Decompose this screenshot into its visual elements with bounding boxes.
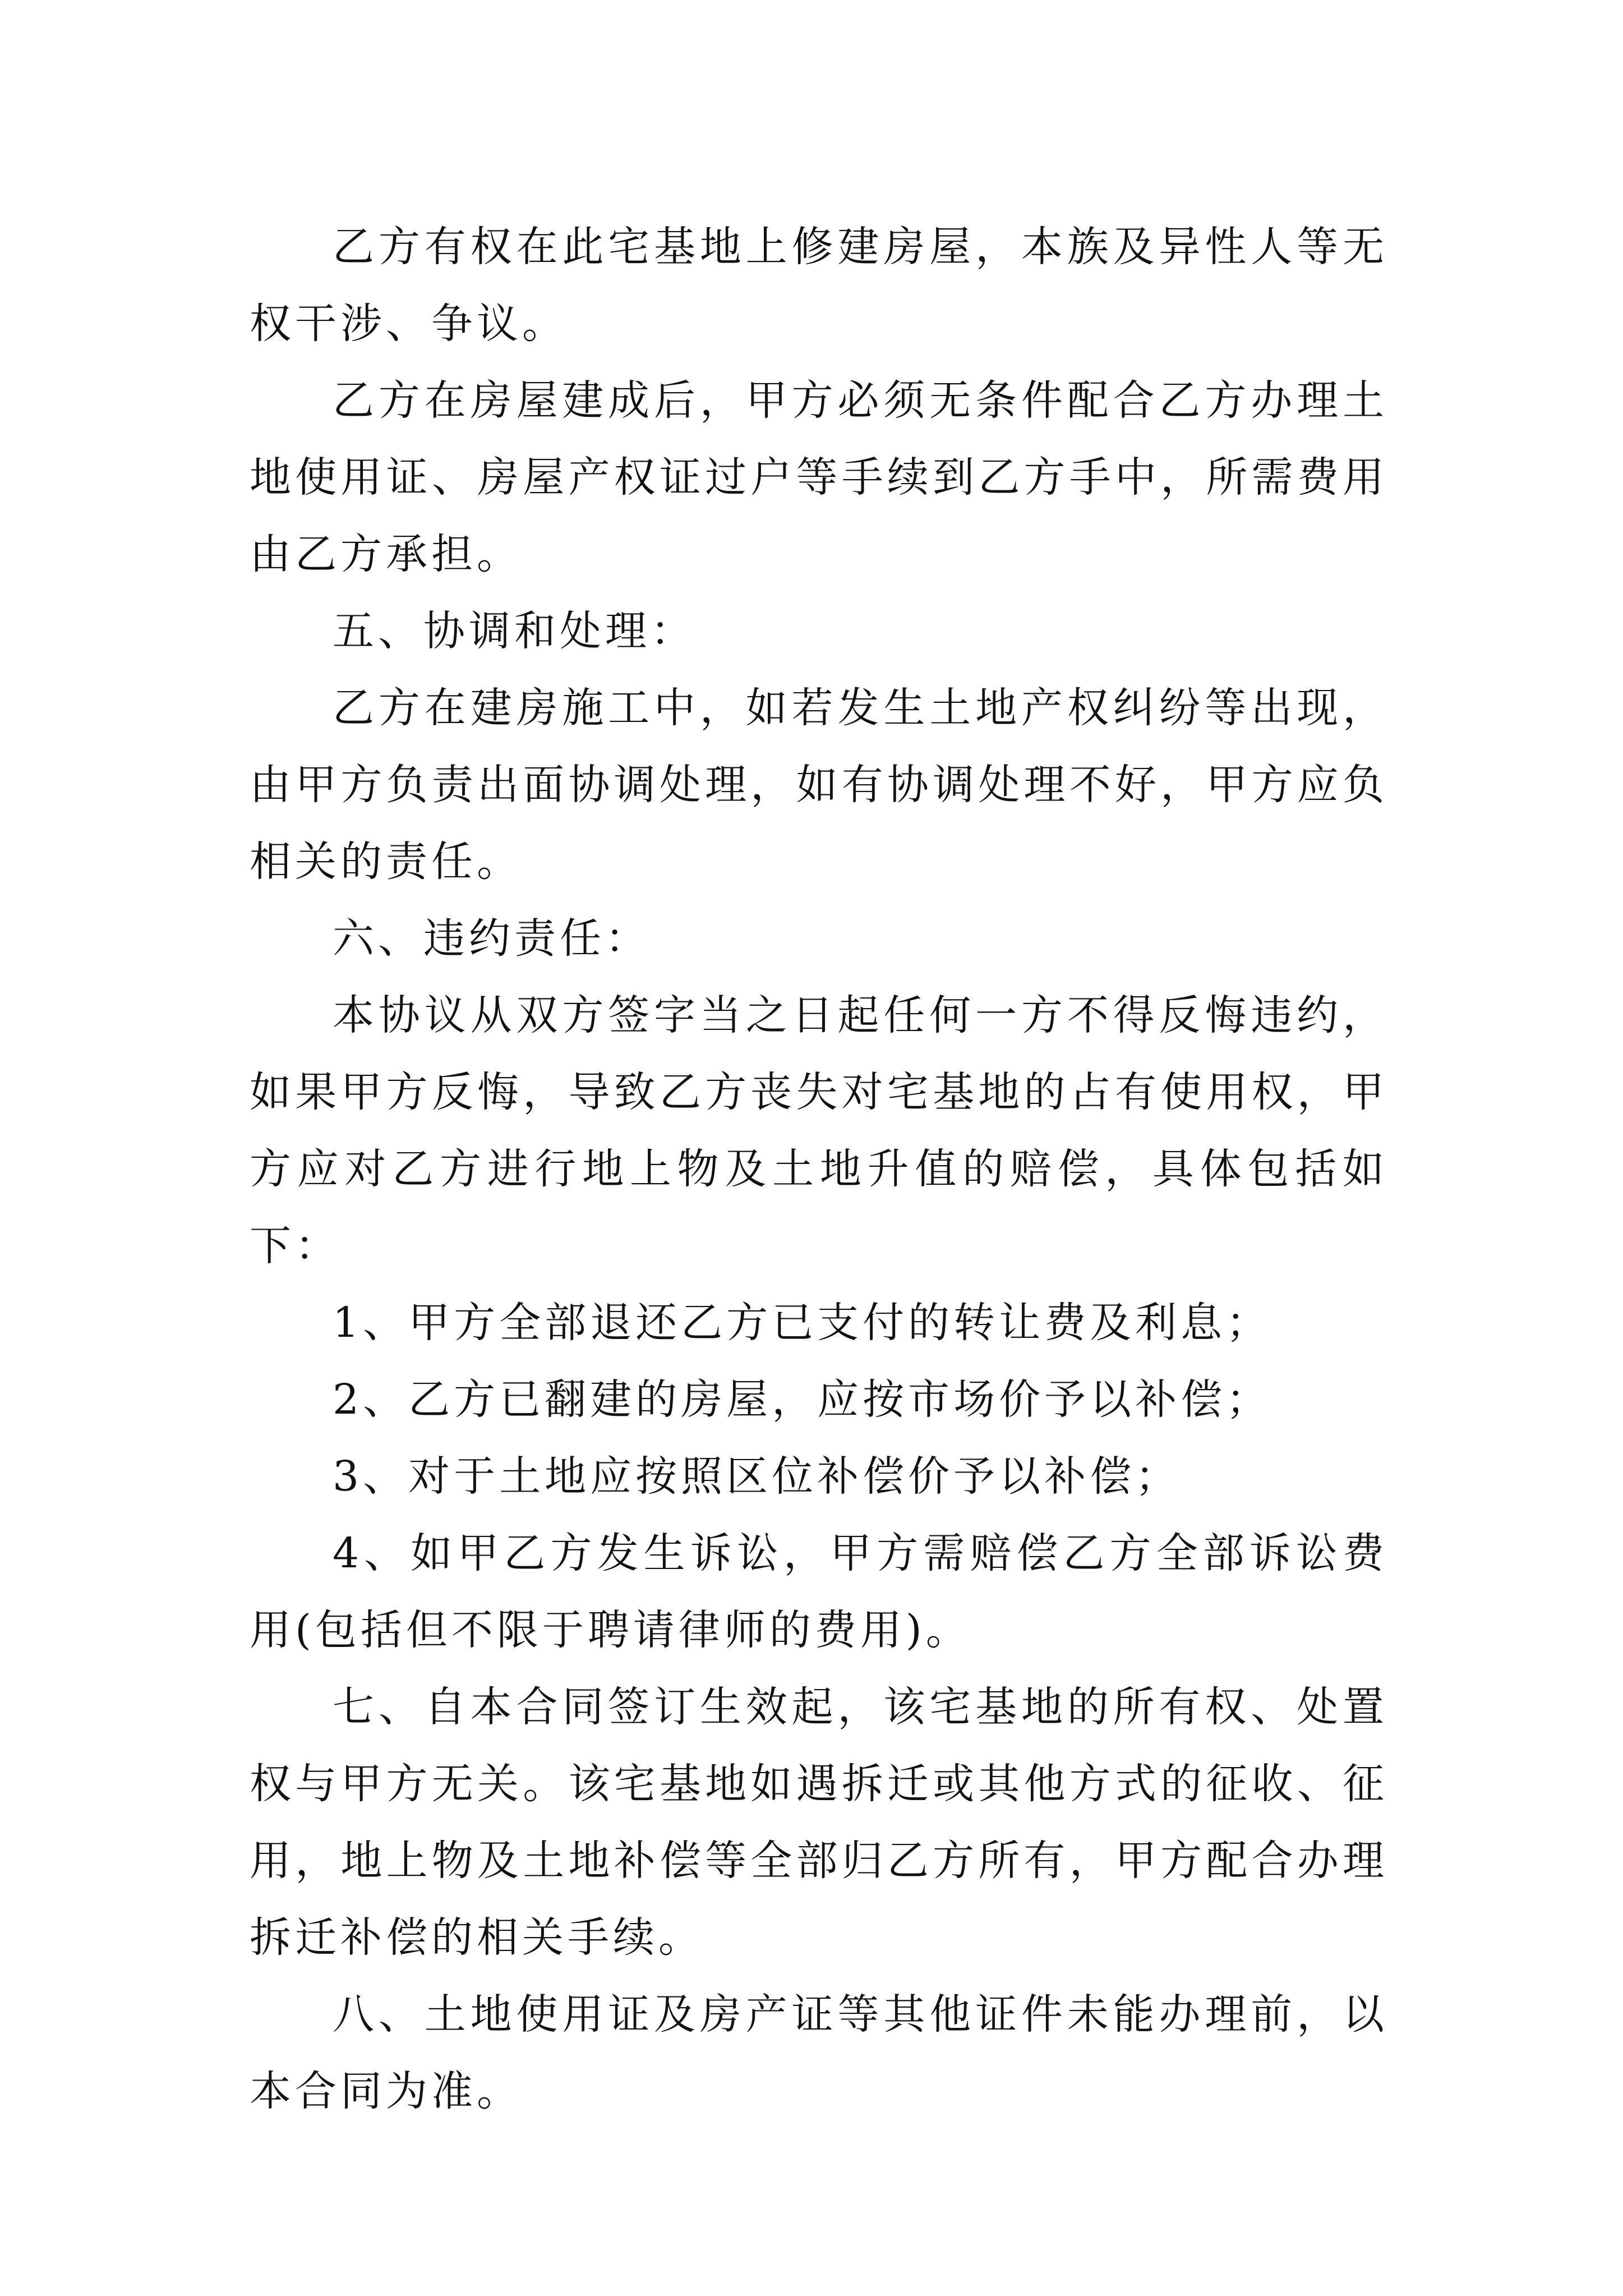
list-item-refund: 1、甲方全部退还乙方已支付的转让费及利息； [333, 1299, 1272, 1347]
document-body [250, 209, 1388, 2130]
list-item-land-compensation: 3、对于土地应按照区位补偿价予以补偿； [333, 1452, 1181, 1501]
paragraph-dispute-handling: 乙方在建房施工中，如若发生土地产权纠纷等出现，由甲方负责出面协调处理，如有协调处理不好，甲方应负相关的责任。 [250, 684, 1388, 886]
section-heading-breach: 六、违约责任： [333, 914, 651, 963]
paragraph-right-to-build: 乙方有权在此宅基地上修建房屋，本族及异性人等无权干涉、争议。 [250, 223, 1388, 348]
section-eight: 八、土地使用证及房产证等其他证件未能办理前，以本合同为准。 [250, 1990, 1388, 2115]
paragraph-certificate-transfer: 乙方在房屋建成后，甲方必须无条件配合乙方办理土地使用证、房屋产权证过户等手续到乙方手中，所需费用由乙方承担。 [250, 376, 1388, 578]
list-item-house-compensation: 2、乙方已翻建的房屋，应按市场价予以补偿； [333, 1375, 1272, 1424]
paragraph-breach-terms: 本协议从双方签字当之日起任何一方不得反悔违约，如果甲方反悔，导致乙方丧失对宅基地的占有使用权，甲方应对乙方进行地上物及土地升值的赔偿，具体包括如下： [250, 991, 1388, 1270]
section-seven: 七、自本合同签订生效起，该宅基地的所有权、处置权与甲方无关。该宅基地如遇拆迁或其他方式的征收、征用，地上物及土地补偿等全部归乙方所有，甲方配合办理拆迁补偿的相关手续。 [250, 1683, 1388, 1962]
list-item-litigation-costs: 4、如甲乙方发生诉讼，甲方需赔偿乙方全部诉讼费用(包括但不限于聘请律师的费用)。 [250, 1529, 1388, 1654]
section-heading-coordination: 五、协调和处理： [333, 607, 696, 655]
